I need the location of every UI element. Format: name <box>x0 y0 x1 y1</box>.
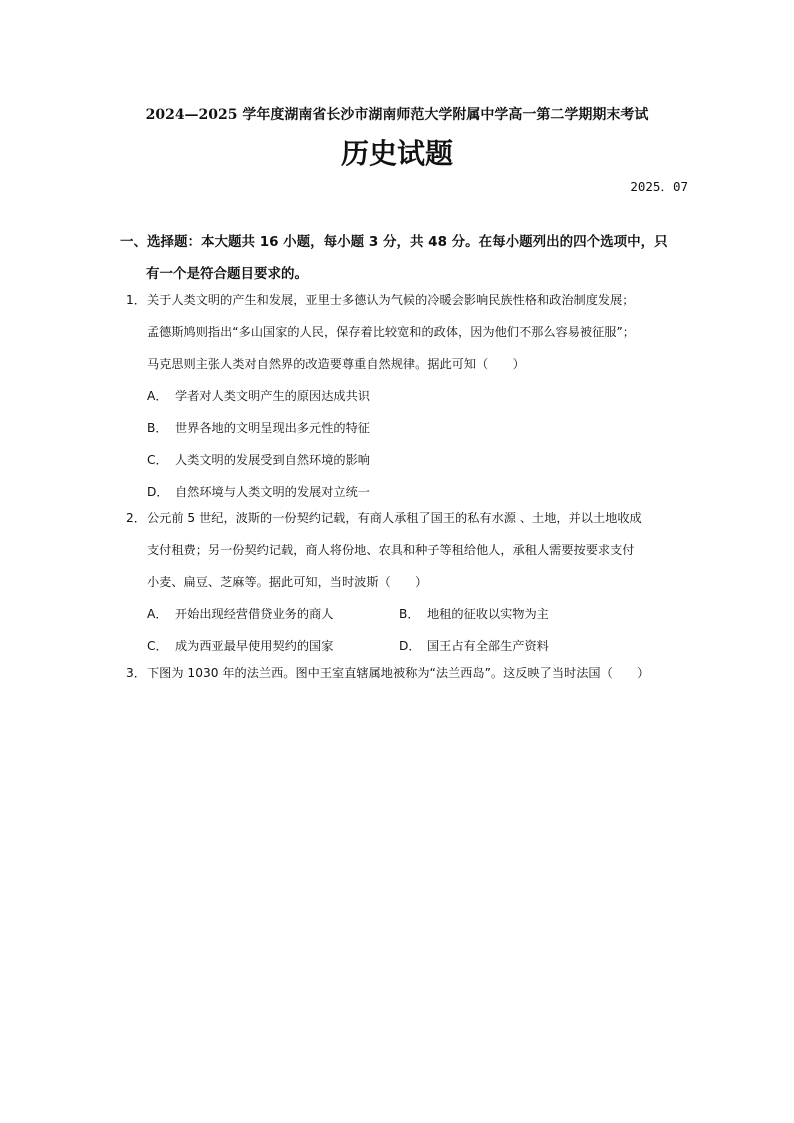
option-letter: A． <box>147 607 168 621</box>
question-number: 2． <box>126 511 146 525</box>
question-stem-text: 关于人类文明的产生和发展，亚里士多德认为气候的冷暖会影响民族性格和政治制度发展； <box>147 293 635 307</box>
question-2 <box>126 502 686 662</box>
option-letter: B． <box>399 607 420 621</box>
question-number: 1． <box>126 293 146 307</box>
question-1-stem-line-3: 马克思则主张人类对自然界的改造要尊重自然规律。据此可知（ ） <box>147 357 525 371</box>
option-text: 学者对人类文明产生的原因达成共识 <box>175 389 370 403</box>
option-letter: C． <box>147 453 168 467</box>
question-2-options-row-1 <box>126 598 686 630</box>
option-text: 国王占有全部生产资料 <box>427 639 549 653</box>
question-number: 3． <box>126 666 146 680</box>
question-1 <box>126 284 686 508</box>
option-letter: D． <box>399 639 421 653</box>
question-2-option-b <box>399 598 549 630</box>
section-heading-line2: 有一个是符合题目要求的。 <box>146 266 308 282</box>
option-letter: A． <box>147 389 168 403</box>
question-1-option-c <box>126 444 686 476</box>
question-2-stem-line-3: 小麦、扁豆、芝麻等。据此可知，当时波斯（ ） <box>147 575 428 589</box>
question-2-stem-line-2: 支付租费；另一份契约记载，商人将份地、农具和种子等租给他人，承租人需要按要求支付 <box>147 543 635 557</box>
question-3-stem-line-1 <box>126 657 686 689</box>
option-letter: B． <box>147 421 168 435</box>
subject-title: 历史试题 <box>340 137 453 170</box>
exam-date: 2025．07 <box>630 179 688 194</box>
question-1-option-a <box>126 380 686 412</box>
option-text: 开始出现经营借贷业务的商人 <box>175 607 334 621</box>
question-1-stem-line-1 <box>126 284 686 316</box>
exam-title: 2024—2025 学年度湖南省长沙市湖南师范大学附属中学高一第二学期期末考试 <box>145 107 649 123</box>
question-stem-text: 公元前 5 世纪，波斯的一份契约记载，有商人承租了国王的私有水源 、土地，并以土地收成 <box>147 511 642 525</box>
option-text: 世界各地的文明呈现出多元性的特征 <box>175 421 370 435</box>
option-text: 地租的征收以实物为主 <box>427 607 549 621</box>
option-text: 人类文明的发展受到自然环境的影响 <box>175 453 370 467</box>
question-3 <box>126 657 686 689</box>
section-heading-line1: 一、选择题：本大题共 16 小题，每小题 3 分，共 48 分。在每小题列出的四个选项中，只 <box>120 234 668 250</box>
option-text: 成为西亚最早使用契约的国家 <box>175 639 334 653</box>
section-heading <box>120 226 690 290</box>
option-letter: D． <box>147 485 169 499</box>
question-1-stem-line-2: 孟德斯鸠则指出“多山国家的人民，保存着比较宽和的政体，因为他们不那么容易被征服”； <box>147 325 635 339</box>
option-text: 自然环境与人类文明的发展对立统一 <box>175 485 370 499</box>
question-stem-text: 下图为 1030 年的法兰西。图中王室直辖属地被称为“法兰西岛”。这反映了当时法国（ ） <box>147 666 650 680</box>
question-1-option-b <box>126 412 686 444</box>
option-letter: C． <box>147 639 168 653</box>
question-2-stem-line-1 <box>126 502 686 534</box>
question-2-option-a <box>147 598 399 630</box>
